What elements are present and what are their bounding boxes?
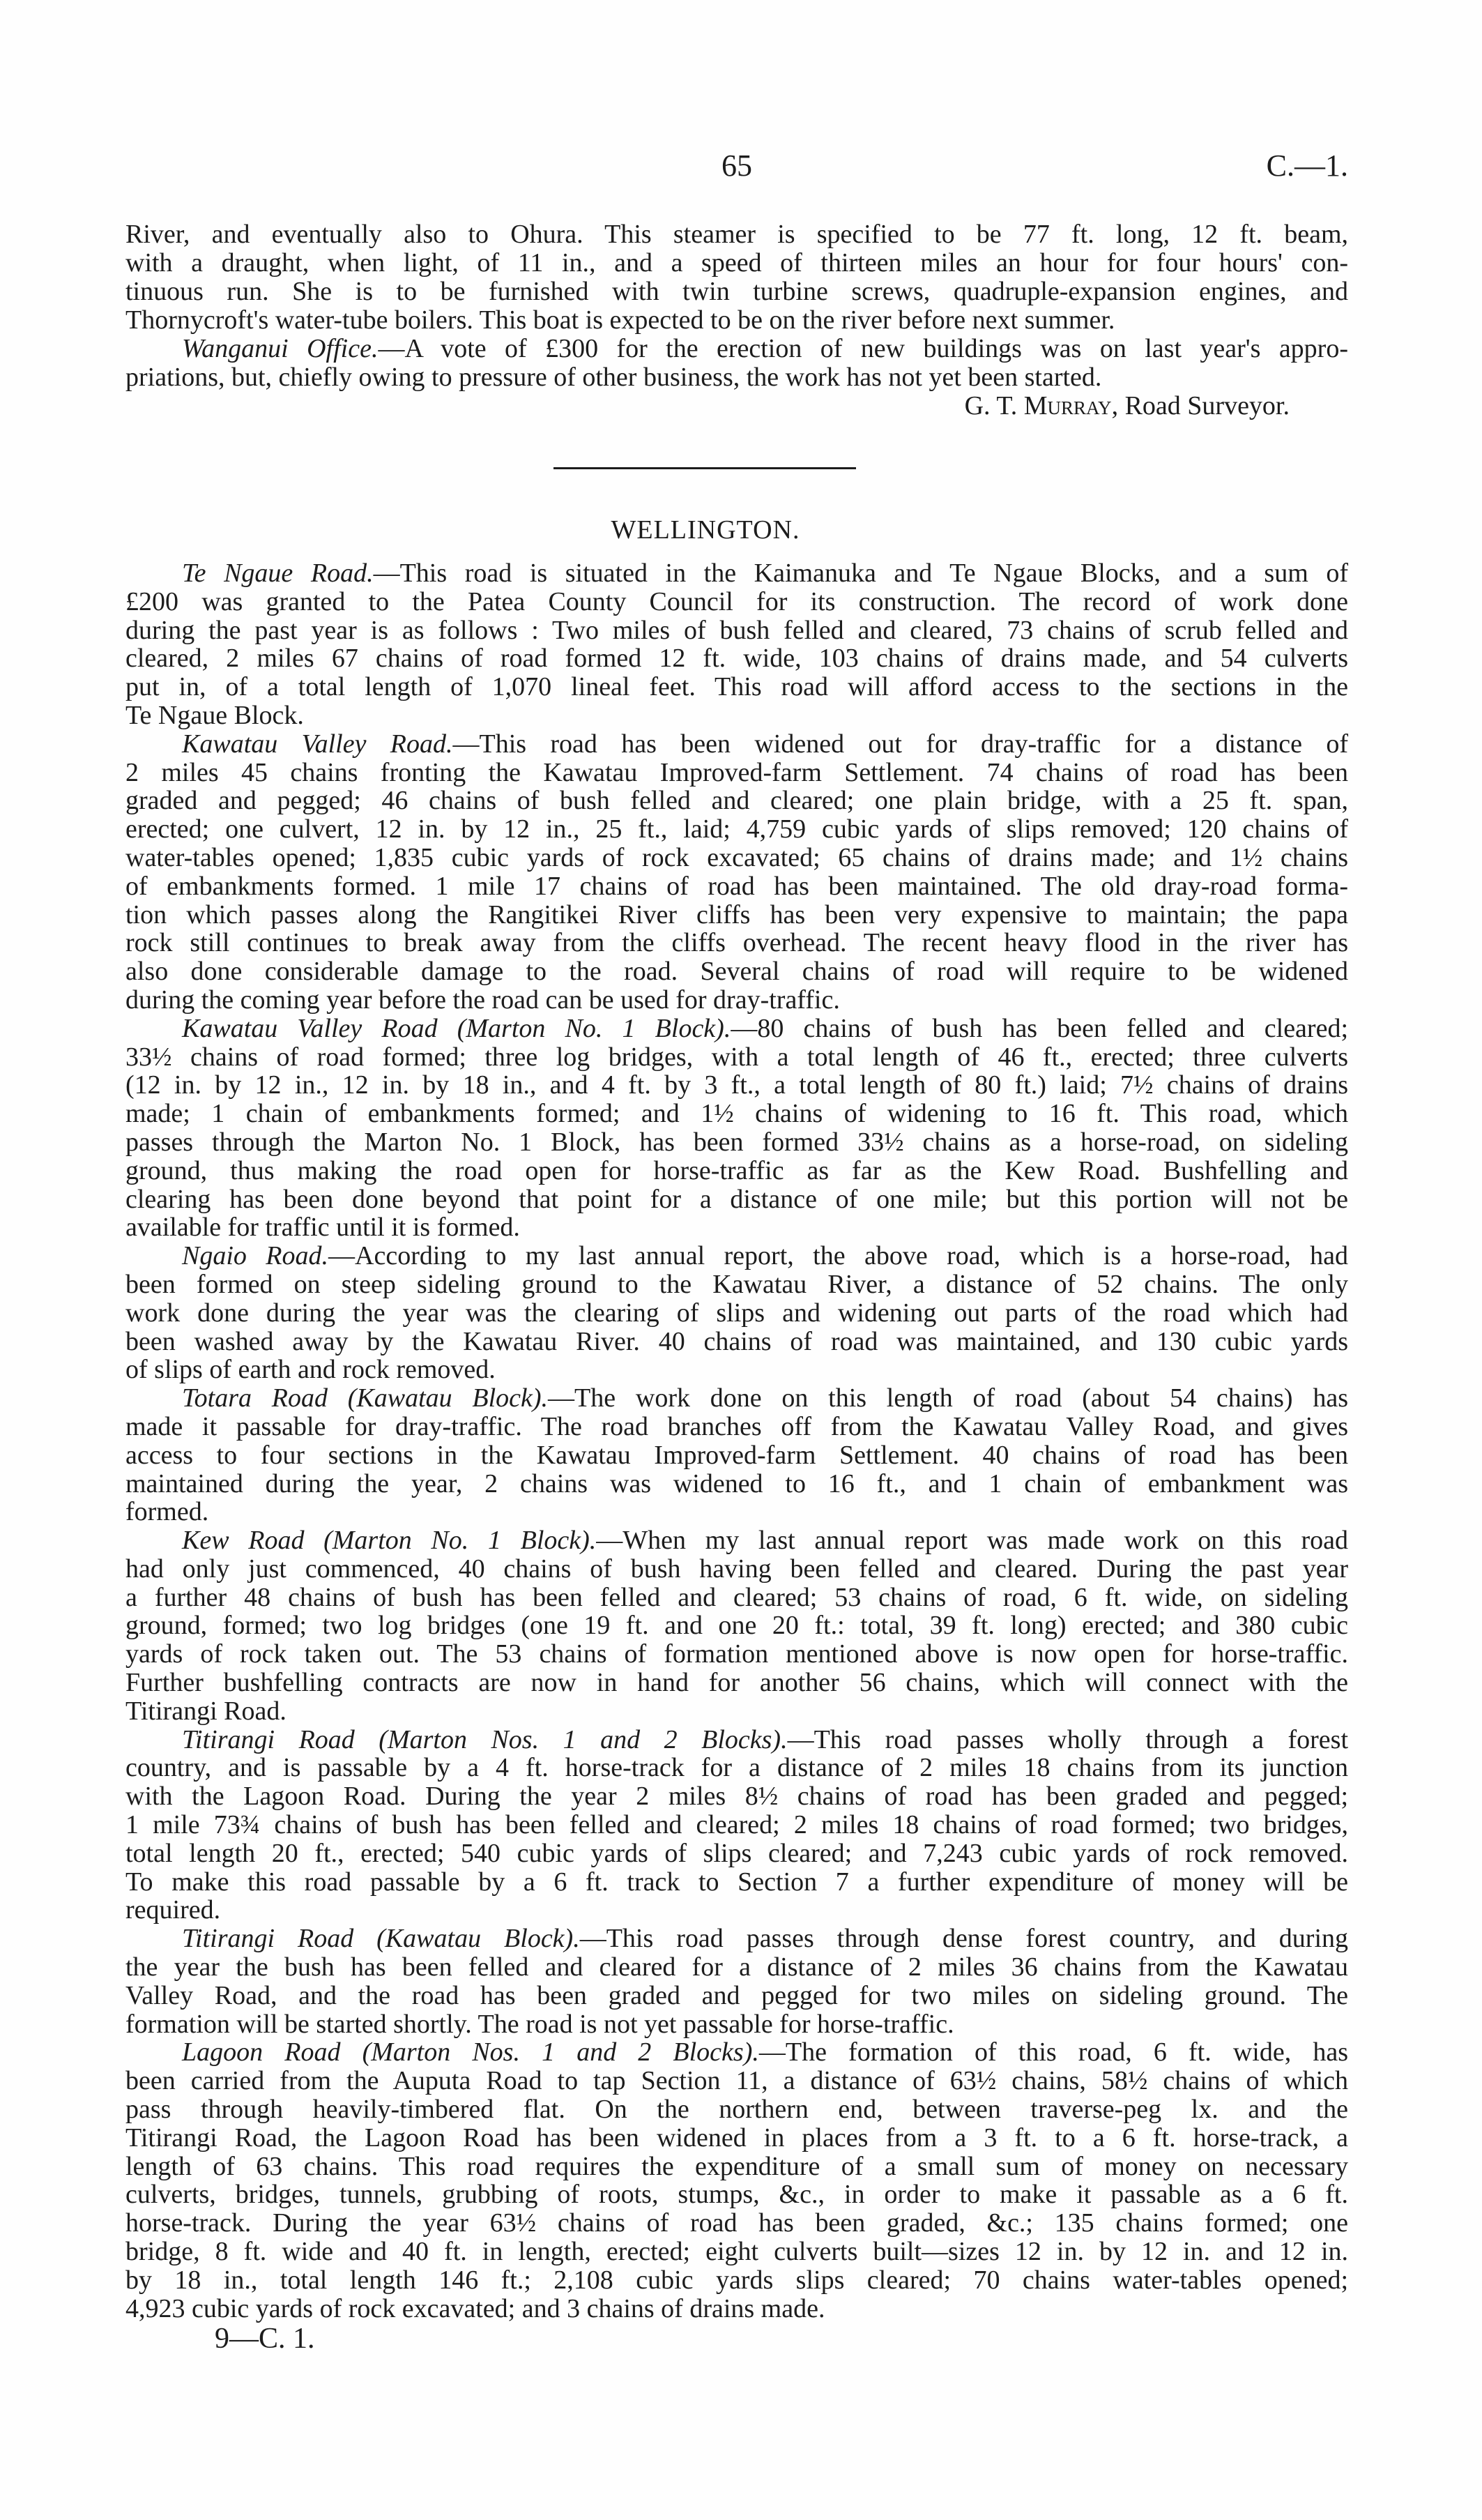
paragraph <box>125 1925 1348 2038</box>
line-text: been carried from the Auputa Road to tap Section 11, a distance of 63½ chains, 58½ chains of which <box>125 2066 1348 2096</box>
wanganui-continuation-section <box>125 220 1348 420</box>
line-text: had only just commenced, 40 chains of bush having been felled and cleared. During the past year <box>125 1554 1348 1584</box>
text-line <box>125 2038 1348 2067</box>
text-line <box>125 787 1348 815</box>
paragraph-title: Titirangi Road (Marton Nos. 1 and 2 Blocks). <box>182 1724 788 1754</box>
line-text: —According to my last annual report, the above road, which is a horse-road, had <box>328 1241 1348 1271</box>
signature-title: , Road Surveyor. <box>1111 391 1290 420</box>
line-text: work done during the year was the clearing of slips and widening out parts of the road which had <box>125 1298 1348 1328</box>
line-text: —This road passes through dense forest country, and during <box>579 1924 1349 1954</box>
text-line <box>125 1270 1348 1299</box>
paragraph-title: Kawatau Valley Road. <box>182 729 453 759</box>
text-line <box>125 1782 1348 1811</box>
text-line <box>125 872 1348 901</box>
paragraph-title: Te Ngaue Road. <box>182 559 374 588</box>
section-divider <box>553 467 856 469</box>
text-line <box>125 1242 1348 1270</box>
line-text: during the coming year before the road can be used for dray-traffic. <box>125 985 840 1015</box>
line-text: —The work done on this length of road (about 54 chains) has <box>548 1383 1348 1413</box>
text-line <box>125 701 1348 730</box>
text-line <box>125 363 1348 392</box>
signature-initials: G. T. <box>964 391 1018 420</box>
text-line <box>125 306 1348 335</box>
line-text: —A vote of £300 for the erection of new buildings was on last year's appro- <box>378 334 1348 363</box>
text-line <box>125 1071 1348 1100</box>
text-line <box>125 1441 1348 1470</box>
line-text: ground, thus making the road open for horse-traffic as far as the Kew Road. Bushfelling and <box>125 1155 1348 1185</box>
text-line <box>125 2153 1348 2181</box>
text-line <box>125 249 1348 278</box>
text-line <box>125 1100 1348 1128</box>
text-line <box>125 1896 1348 1925</box>
text-line <box>125 1868 1348 1897</box>
paragraph-title: Lagoon Road (Marton Nos. 1 and 2 Blocks). <box>182 2037 759 2067</box>
paragraph <box>125 1526 1348 1726</box>
text-line <box>125 2180 1348 2209</box>
line-text: priations, but, chiefly owing to pressure of other business, the work has not yet been started. <box>125 363 1102 392</box>
text-line <box>125 1356 1348 1384</box>
paragraph <box>125 1242 1348 1384</box>
text-line <box>125 1953 1348 1982</box>
line-text: bridge, 8 ft. wide and 40 ft. in length, erected; eight culverts built—sizes 12 in. by 12 in. and 12 in. <box>125 2237 1348 2267</box>
text-line <box>125 1128 1348 1157</box>
line-text: —When my last annual report was made work on this road <box>596 1526 1348 1556</box>
line-text: made it passable for dray-traffic. The road branches off from the Kawatau Valley Road, and gives <box>125 1411 1348 1441</box>
line-text: available for traffic until it is formed. <box>125 1213 520 1243</box>
paragraph <box>125 1015 1348 1242</box>
line-text: country, and is passable by a 4 ft. horse-track for a distance of 2 miles 18 chains from its junction <box>125 1753 1348 1783</box>
line-text: formation will be started shortly. The road is not yet passable for horse-traffic. <box>125 2009 954 2039</box>
text-line <box>125 1185 1348 1214</box>
paragraph <box>125 2038 1348 2323</box>
line-text: the year the bush has been felled and cleared for a distance of 2 miles 36 chains from the Kawatau <box>125 1952 1348 1982</box>
paragraph-title: Wanganui Office. <box>182 334 379 363</box>
document-reference: C.—1. <box>1266 149 1348 183</box>
text-line <box>125 2266 1348 2295</box>
text-line <box>125 220 1348 249</box>
line-text: been formed on steep sideling ground to the Kawatau River, a distance of 52 chains. The only <box>125 1269 1348 1299</box>
paragraph <box>125 559 1348 730</box>
text-line <box>125 1982 1348 2010</box>
paragraph-title: Kawatau Valley Road (Marton No. 1 Block). <box>182 1013 731 1043</box>
line-text: tion which passes along the Rangitikei River cliffs has been very expensive to maintain; the papa <box>125 900 1348 929</box>
paragraph <box>125 1726 1348 1925</box>
page-header <box>125 148 1348 184</box>
text-line <box>125 1839 1348 1868</box>
line-text: ground, formed; two log bridges (one 19 ft. and one 20 ft.: total, 39 ft. long) erected; and 380 cubic <box>125 1611 1348 1641</box>
text-line <box>125 957 1348 986</box>
text-line <box>125 986 1348 1015</box>
line-text: horse-track. During the year 63½ chains of road has been graded, &c.; 135 chains formed; one <box>125 2208 1348 2238</box>
text-line <box>125 559 1348 588</box>
line-text: pass through heavily-timbered flat. On the northern end, between traverse-peg lx. and the <box>125 2095 1348 2125</box>
line-text: of embankments formed. 1 mile 17 chains of road has been maintained. The old dray-road forma- <box>125 871 1348 901</box>
line-text: —The formation of this road, 6 ft. wide, has <box>758 2037 1348 2067</box>
text-line <box>125 1754 1348 1782</box>
line-text: tinuous run. She is to be furnished with twin turbine screws, quadruple-expansion engines, and <box>125 277 1348 306</box>
line-text: Valley Road, and the road has been graded and pegged for two miles on sideling ground. The <box>125 1980 1348 2010</box>
line-text: passes through the Marton No. 1 Block, has been formed 33½ chains as a horse-road, on sideling <box>125 1127 1348 1157</box>
line-text: made; 1 chain of embankments formed; and 1½ chains of widening to 16 ft. This road, which <box>125 1099 1348 1129</box>
line-text: with a draught, when light, of 11 in., and a speed of thirteen miles an hour for four hours' con- <box>125 248 1348 278</box>
line-text: —80 chains of bush has been felled and cleared; <box>731 1013 1349 1043</box>
line-text: (12 in. by 12 in., 12 in. by 18 in., and 4 ft. by 3 ft., a total length of 80 ft.) laid; 7½ chains of drains <box>125 1070 1348 1100</box>
text-line <box>125 1498 1348 1526</box>
line-text: access to four sections in the Kawatau Improved-farm Settlement. 40 chains of road has been <box>125 1440 1348 1470</box>
line-text: been washed away by the Kawatau River. 40 chains of road was maintained, and 130 cubic yards <box>125 1326 1348 1356</box>
line-text: yards of rock taken out. The 53 chains of formation mentioned above is now open for horse-traffic. <box>125 1639 1348 1669</box>
text-line <box>125 335 1348 363</box>
text-line <box>125 1697 1348 1726</box>
text-line <box>125 1213 1348 1242</box>
line-text: graded and pegged; 46 chains of bush felled and cleared; one plain bridge, with a 25 ft. span, <box>125 786 1348 816</box>
text-line <box>125 1669 1348 1697</box>
signature <box>125 392 1348 420</box>
line-text: 33½ chains of road formed; three log bridges, with a total length of 46 ft., erected; three culverts <box>125 1042 1348 1072</box>
text-line <box>125 1811 1348 1839</box>
section-heading: WELLINGTON. <box>611 515 800 545</box>
paragraph-title: Titirangi Road (Kawatau Block). <box>182 1924 580 1954</box>
line-text: Titirangi Road. <box>125 1696 287 1726</box>
line-text: put in, of a total length of 1,070 lineal feet. This road will afford access to the sections in the <box>125 672 1348 702</box>
text-line <box>125 815 1348 844</box>
line-text: maintained during the year, 2 chains was widened to 16 ft., and 1 chain of embankment was <box>125 1468 1348 1498</box>
paragraph <box>125 335 1348 392</box>
text-line <box>125 588 1348 616</box>
line-text: River, and eventually also to Ohura. This steamer is specified to be 77 ft. long, 12 ft. beam, <box>125 220 1348 249</box>
text-line <box>125 1584 1348 1612</box>
line-text: £200 was granted to the Patea County Council for its construction. The record of work done <box>125 586 1348 616</box>
text-line <box>125 2295 1348 2323</box>
line-text: culverts, bridges, tunnels, grubbing of roots, stumps, &c., in order to make it passable as a 6 ft. <box>125 2180 1348 2210</box>
line-text: formed. <box>125 1497 209 1527</box>
line-text: a further 48 chains of bush has been felled and cleared; 53 chains of road, 6 ft. wide, on sideling <box>125 1582 1348 1612</box>
text-line <box>125 1328 1348 1356</box>
page-number: 65 <box>721 149 752 183</box>
text-line <box>125 901 1348 929</box>
paragraph <box>125 1384 1348 1526</box>
line-text: also done considerable damage to the road. Several chains of road will require to be widened <box>125 957 1348 987</box>
paragraph <box>125 220 1348 335</box>
paragraph-title: Kew Road (Marton No. 1 Block). <box>182 1526 597 1556</box>
text-line <box>125 1299 1348 1328</box>
paragraph <box>125 730 1348 1015</box>
text-line <box>125 2095 1348 2124</box>
line-text: 2 miles 45 chains fronting the Kawatau Improved-farm Settlement. 74 chains of road has been <box>125 757 1348 787</box>
text-line <box>125 844 1348 872</box>
line-text: of slips of earth and rock removed. <box>125 1355 496 1385</box>
text-line <box>125 759 1348 787</box>
line-text: by 18 in., total length 146 ft.; 2,108 cubic yards slips cleared; 70 chains water-tables opened; <box>125 2265 1348 2295</box>
paragraph-title: Totara Road (Kawatau Block). <box>182 1383 549 1413</box>
text-line <box>125 1640 1348 1669</box>
text-line <box>125 1157 1348 1185</box>
text-line <box>125 1043 1348 1072</box>
line-text: erected; one culvert, 12 in. by 12 in., 25 ft., laid; 4,759 cubic yards of slips removed; 120 chains of <box>125 814 1348 844</box>
text-line <box>125 1611 1348 1640</box>
text-line <box>125 1726 1348 1754</box>
wellington-section <box>125 559 1348 2323</box>
text-line <box>125 2209 1348 2238</box>
line-text: length of 63 chains. This road requires the expenditure of a small sum of money on necessary <box>125 2151 1348 2181</box>
text-line <box>125 929 1348 957</box>
text-line <box>125 644 1348 673</box>
line-text: cleared, 2 miles 67 chains of road formed 12 ft. wide, 103 chains of drains made, and 54 culverts <box>125 644 1348 674</box>
line-text: water-tables opened; 1,835 cubic yards of rock excavated; 65 chains of drains made; and 1½ chains <box>125 842 1348 872</box>
line-text: —This road passes wholly through a forest <box>787 1724 1348 1754</box>
text-line <box>125 2238 1348 2266</box>
text-line <box>125 1925 1348 1953</box>
text-line <box>125 1526 1348 1555</box>
paragraph-group <box>125 220 1348 392</box>
line-text: with the Lagoon Road. During the year 2 miles 8½ chains of road has been graded and pegged; <box>125 1782 1348 1812</box>
line-text: clearing has been done beyond that point for a distance of one mile; but this portion will not be <box>125 1184 1348 1214</box>
signature-surname: Murray <box>1023 391 1112 420</box>
text-line <box>125 2124 1348 2153</box>
text-line <box>125 1470 1348 1498</box>
line-text: Te Ngaue Block. <box>125 700 304 730</box>
line-text: 4,923 cubic yards of rock excavated; and 3 chains of drains made. <box>125 2293 825 2323</box>
line-text: during the past year is as follows : Two miles of bush felled and cleared, 73 chains of scrub felled and <box>125 615 1348 645</box>
signature-mark: 9—C. 1. <box>215 2323 315 2355</box>
line-text: Thornycroft's water-tube boilers. This boat is expected to be on the river before next summer. <box>125 305 1115 335</box>
line-text: —This road has been widened out for dray-traffic for a distance of <box>452 729 1348 759</box>
line-text: —This road is situated in the Kaimanuka and Te Ngaue Blocks, and a sum of <box>373 559 1348 588</box>
line-text: Further bushfelling contracts are now in hand for another 56 chains, which will connect with the <box>125 1668 1348 1698</box>
paragraph-title: Ngaio Road. <box>182 1241 329 1271</box>
text-line <box>125 673 1348 701</box>
text-line <box>125 616 1348 645</box>
text-line <box>125 2010 1348 2039</box>
text-line <box>125 1384 1348 1413</box>
text-line <box>125 1413 1348 1441</box>
text-line <box>125 730 1348 759</box>
line-text: To make this road passable by a 6 ft. track to Section 7 a further expenditure of money will be <box>125 1867 1348 1897</box>
line-text: total length 20 ft., erected; 540 cubic yards of slips cleared; and 7,243 cubic yards of rock removed. <box>125 1838 1348 1868</box>
line-text: Titirangi Road, the Lagoon Road has been widened in places from a 3 ft. to a 6 ft. horse-track, a <box>125 2123 1348 2153</box>
line-text: 1 mile 73¾ chains of bush has been felled and cleared; 2 miles 18 chains of road formed; two bridges, <box>125 1810 1348 1840</box>
text-line <box>125 2067 1348 2095</box>
text-line <box>125 1555 1348 1584</box>
text-line <box>125 278 1348 306</box>
text-line <box>125 1015 1348 1043</box>
line-text: required. <box>125 1895 221 1925</box>
line-text: rock still continues to break away from the cliffs overhead. The recent heavy flood in the river has <box>125 928 1348 958</box>
